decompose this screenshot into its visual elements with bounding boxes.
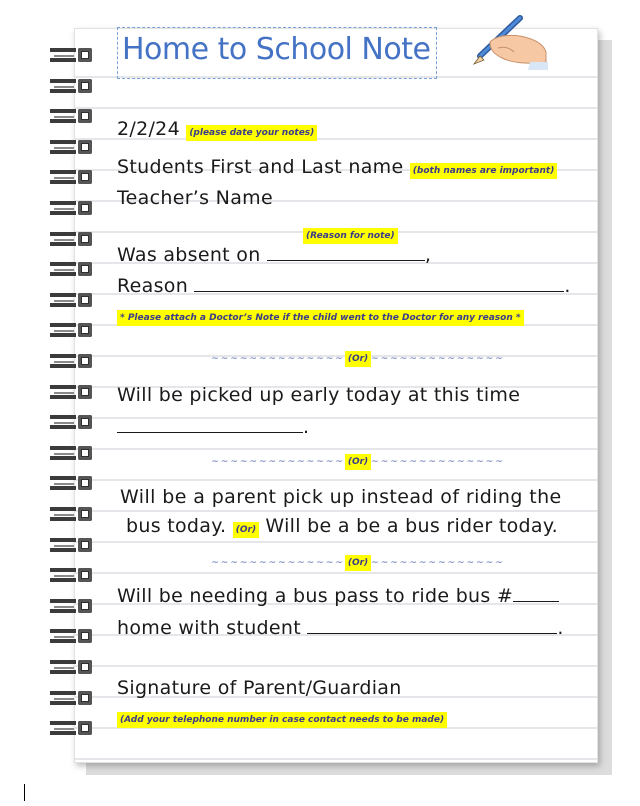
text-cursor xyxy=(24,784,25,801)
ring-hole xyxy=(78,48,92,62)
spiral-ring xyxy=(50,291,96,311)
divider-or: (Or) xyxy=(345,555,371,571)
or-divider xyxy=(188,457,528,473)
student-name-label: Students First and Last name xyxy=(117,156,404,178)
ring-hole xyxy=(78,568,92,582)
ring-coil xyxy=(50,446,76,460)
ring-hole xyxy=(78,415,92,429)
ring-coil xyxy=(50,140,76,154)
ring-hole xyxy=(78,691,92,705)
divider-tildes-left: ~~~~~~~~~~~~~~ xyxy=(211,457,345,467)
ring-coil xyxy=(50,201,76,215)
parent-pickup-or: (Or) xyxy=(233,522,259,538)
reason-line xyxy=(117,275,571,297)
signature-label: Signature of Parent/Guardian xyxy=(117,677,402,699)
spiral-ring xyxy=(50,658,96,678)
ring-coil xyxy=(50,262,76,276)
spiral-ring xyxy=(50,199,96,219)
ring-hole xyxy=(78,109,92,123)
home-with-student-label: home with student xyxy=(117,617,301,639)
ring-coil xyxy=(50,232,76,246)
ring-coil xyxy=(50,354,76,368)
student-name-hint: (both names are important) xyxy=(410,163,558,179)
parent-pickup-line2 xyxy=(126,515,558,537)
ring-hole xyxy=(78,354,92,368)
date-line xyxy=(117,118,317,140)
ring-coil xyxy=(50,79,76,93)
absent-comma: , xyxy=(424,244,432,266)
spiral-ring xyxy=(50,138,96,158)
ring-coil xyxy=(50,323,76,337)
ring-coil xyxy=(50,691,76,705)
spiral-ring xyxy=(50,413,96,433)
doctor-note-line xyxy=(117,305,524,324)
divider-tildes-left: ~~~~~~~~~~~~~~ xyxy=(211,354,345,364)
ring-hole xyxy=(78,476,92,490)
ring-hole xyxy=(78,140,92,154)
ring-hole xyxy=(78,660,92,674)
ring-coil xyxy=(50,568,76,582)
bus-pass-label: Will be needing a bus pass to ride bus # xyxy=(117,585,514,607)
bus-pass-line2 xyxy=(117,617,564,639)
spiral-ring xyxy=(50,46,96,66)
ring-coil xyxy=(50,48,76,62)
reason-blank[interactable] xyxy=(194,278,564,292)
date-hint: (please date your notes) xyxy=(186,125,317,141)
spiral-ring xyxy=(50,719,96,739)
parent-pickup-bus-today: bus today. xyxy=(126,515,227,537)
spiral-ring xyxy=(50,505,96,525)
absent-date-blank[interactable] xyxy=(267,247,425,261)
ring-coil xyxy=(50,170,76,184)
spiral-ring xyxy=(50,168,96,188)
spiral-ring xyxy=(50,597,96,617)
bus-pass-period: . xyxy=(557,617,564,639)
ring-hole xyxy=(78,232,92,246)
spiral-ring xyxy=(50,444,96,464)
ring-hole xyxy=(78,293,92,307)
spiral-ring xyxy=(50,566,96,586)
bus-rider-today: Will be a be a bus rider today. xyxy=(265,515,558,537)
divider-tildes-right: ~~~~~~~~~~~~~~ xyxy=(371,457,505,467)
ring-coil xyxy=(50,109,76,123)
ring-hole xyxy=(78,446,92,460)
reason-period: . xyxy=(564,275,571,297)
divider-tildes-right: ~~~~~~~~~~~~~~ xyxy=(371,558,505,568)
ring-hole xyxy=(78,201,92,215)
reason-label: Reason xyxy=(117,275,189,297)
ring-hole xyxy=(78,599,92,613)
spiral-binding-icon xyxy=(50,46,100,746)
ring-coil xyxy=(50,415,76,429)
or-divider xyxy=(188,558,528,574)
pickup-time-line xyxy=(117,416,309,438)
spiral-ring xyxy=(50,383,96,403)
divider-or: (Or) xyxy=(345,454,371,470)
pickup-period: . xyxy=(303,416,310,438)
divider-tildes-left: ~~~~~~~~~~~~~~ xyxy=(211,558,345,568)
ring-coil xyxy=(50,293,76,307)
spiral-ring xyxy=(50,260,96,280)
ring-coil xyxy=(50,538,76,552)
student-name-blank[interactable] xyxy=(307,620,557,634)
ring-hole xyxy=(78,170,92,184)
reason-hint-line xyxy=(303,223,398,242)
divider-tildes-right: ~~~~~~~~~~~~~~ xyxy=(371,354,505,364)
ring-hole xyxy=(78,79,92,93)
ring-hole xyxy=(78,629,92,643)
ring-coil xyxy=(50,507,76,521)
ring-hole xyxy=(78,262,92,276)
ring-hole xyxy=(78,721,92,735)
doctor-note: * Please attach a Doctor’s Note if the child went to the Doctor for any reason * xyxy=(117,310,524,326)
hand-writing-with-pencil-icon xyxy=(468,14,548,70)
divider-or: (Or) xyxy=(345,351,371,367)
ring-coil xyxy=(50,385,76,399)
signature-hint-line xyxy=(117,707,447,726)
ring-hole xyxy=(78,385,92,399)
ring-hole xyxy=(78,507,92,521)
parent-pickup-line1: Will be a parent pick up instead of riding the xyxy=(120,486,562,508)
spiral-ring xyxy=(50,230,96,250)
pickup-time-blank[interactable] xyxy=(117,419,303,433)
spiral-ring xyxy=(50,107,96,127)
spiral-ring xyxy=(50,352,96,372)
or-divider xyxy=(188,354,528,370)
absent-line xyxy=(117,244,431,266)
bus-number-blank[interactable] xyxy=(513,588,559,602)
spiral-ring xyxy=(50,321,96,341)
teacher-name-label: Teacher’s Name xyxy=(117,187,273,209)
ring-coil xyxy=(50,476,76,490)
spiral-ring xyxy=(50,536,96,556)
spiral-ring xyxy=(50,627,96,647)
reason-hint: (Reason for note) xyxy=(303,228,398,244)
signature-hint: (Add your telephone number in case contact needs to be made) xyxy=(117,712,447,728)
ring-hole xyxy=(78,323,92,337)
ring-coil xyxy=(50,660,76,674)
absent-label: Was absent on xyxy=(117,244,261,266)
page-title: Home to School Note xyxy=(117,27,437,79)
pickup-early-label: Will be picked up early today at this time xyxy=(117,384,521,406)
ring-coil xyxy=(50,599,76,613)
spiral-ring xyxy=(50,474,96,494)
spiral-ring xyxy=(50,689,96,709)
student-name-line xyxy=(117,156,557,178)
bus-pass-line1 xyxy=(117,585,559,607)
ring-coil xyxy=(50,629,76,643)
date-value: 2/2/24 xyxy=(117,118,180,140)
ring-coil xyxy=(50,721,76,735)
spiral-ring xyxy=(50,77,96,97)
ring-hole xyxy=(78,538,92,552)
